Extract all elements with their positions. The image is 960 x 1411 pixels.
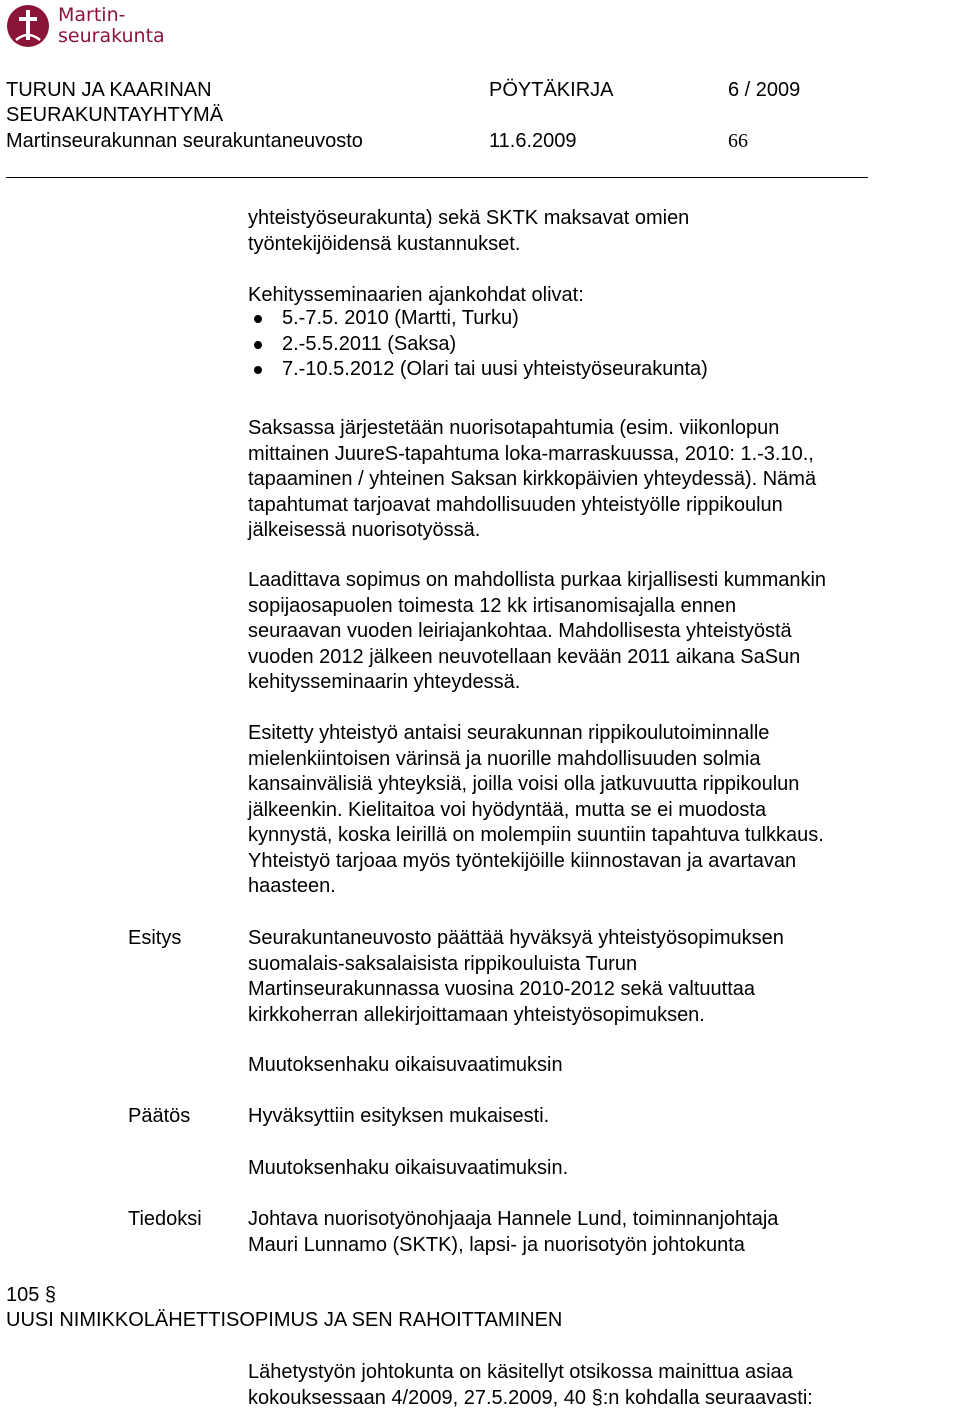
org-name-line1: TURUN JA KAARINAN	[6, 79, 212, 101]
church-cross-icon	[6, 4, 50, 48]
seminars-heading: Kehitysseminaarien ajankohdat olivat:	[248, 284, 584, 306]
notify-label: Tiedoksi	[128, 1208, 202, 1230]
germany-paragraph: Saksassa järjestetään nuorisotapahtumia (esim. viikonlopun mittainen JuureS-tapahtuma loka-marraskuussa, 2010: 1.-3.10., tapaaminen / yhteinen Saksan kirkkopäivien yhteydessä). Nämä tapahtumat tarjoavat mahdollisuuden yhteistyölle rippikoulun jälkeisessä nuorisotyössä.	[248, 417, 817, 541]
list-item-text: 2.-5.5.2011 (Saksa)	[282, 332, 457, 355]
list-item-text: 5.-7.5. 2010 (Martti, Turku)	[282, 307, 519, 329]
decision-label: Päätös	[128, 1105, 191, 1127]
section-title: UUSI NIMIKKOLÄHETTISOPIMUS JA SEN RAHOITTAMINEN	[6, 1309, 563, 1331]
body-name: Martinseurakunnan seurakuntaneuvosto	[6, 130, 363, 152]
seminar-list	[248, 306, 708, 383]
proposal-text: Seurakuntaneuvosto päättää hyväksyä yhteistyösopimuksen suomalais-saksalaisista rippikouluista Turun Martinseurakunnassa vuosina 2010-2012 sekä valtuuttaa kirkkoherran allekirjoittamaan yhteistyösopimuksen.	[248, 927, 784, 1026]
page-number: 66	[728, 130, 748, 152]
contract-paragraph: Laadittava sopimus on mahdollista purkaa kirjallisesti kummankin sopijaosapuolen toimesta 12 kk irtisanomisajalla ennen seuraavan vuoden leiriajankohtaa. Mahdollisesta yhteistyöstä vuoden 2012 jälkeen neuvotellaan kevään 2011 aikana SaSun kehitysseminaarin yhteydessä.	[248, 569, 827, 693]
header-divider	[6, 177, 868, 178]
appeal-note: Muutoksenhaku oikaisuvaatimuksin	[248, 1054, 563, 1076]
bullet-icon	[254, 315, 262, 323]
meeting-date: 11.6.2009	[489, 130, 577, 152]
list-item-text: 7.-10.5.2012 (Olari tai uusi yhteistyöseurakunta)	[282, 358, 708, 380]
doc-number: 6 / 2009	[728, 79, 801, 101]
notify-text: Johtava nuorisotyönohjaaja Hannele Lund, toiminnanjohtaja Mauri Lunnamo (SKTK), lapsi- ja nuorisotyön johtokunta	[248, 1208, 779, 1256]
list-item	[248, 332, 708, 358]
appeal-note: Muutoksenhaku oikaisuvaatimuksin.	[248, 1157, 569, 1179]
intro-paragraph: yhteistyöseurakunta) sekä SKTK maksavat omien työntekijöidensä kustannukset.	[248, 207, 690, 255]
bullet-icon	[254, 341, 262, 349]
list-item	[248, 357, 708, 383]
proposal-label: Esitys	[128, 927, 182, 949]
bullet-icon	[254, 366, 262, 374]
section-number: 105 §	[6, 1284, 57, 1306]
section-intro: Lähetystyön johtokunta on käsitellyt otsikossa mainittua asiaa kokouksessaan 4/2009, 27.5.2009, 40 §:n kohdalla seuraavasti:	[248, 1361, 813, 1409]
logo	[6, 4, 206, 48]
org-name-line2: SEURAKUNTAYHTYMÄ	[6, 104, 224, 126]
decision-text: Hyväksyttiin esityksen mukaisesti.	[248, 1105, 550, 1127]
list-item	[248, 306, 708, 332]
cooperation-paragraph: Esitetty yhteistyö antaisi seurakunnan rippikoulutoiminnalle mielenkiintoisen värinsä ja nuorille mahdollisuuden solmia kansainvälisiä yhteyksiä, joilla voisi olla jatkuvuutta rippikoulun jälkeenkin. Kielitaitoa voi hyödyntää, mutta se ei muodosta kynnystä, koska leirillä on molempiin suuntiin tapahtuva tulkkaus. Yhteistyö tarjoaa myös työntekijöille kiinnostavan ja avartavan haasteen.	[248, 722, 824, 897]
logo-text: Martin- seurakunta	[58, 4, 165, 47]
doc-type: PÖYTÄKIRJA	[489, 79, 614, 101]
